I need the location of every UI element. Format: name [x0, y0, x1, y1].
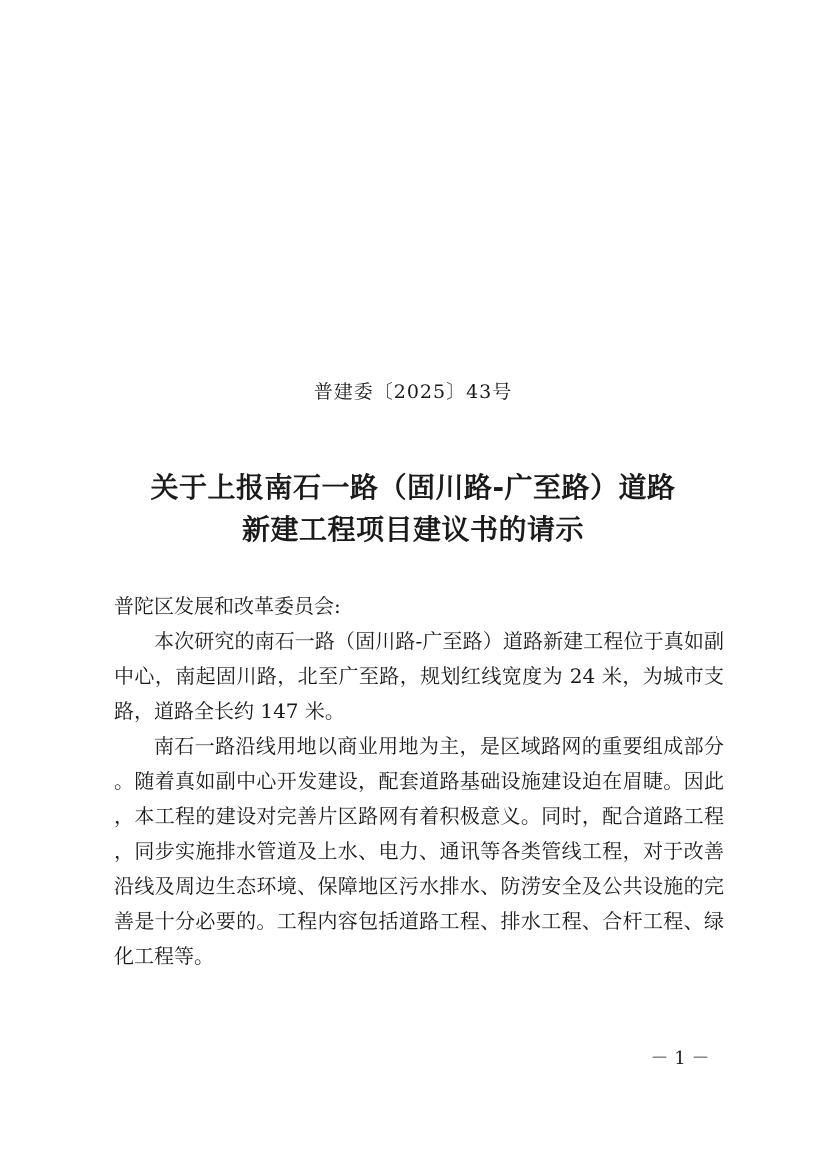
- title-line-2: 新建工程项目建议书的请示: [241, 513, 584, 546]
- paragraph-1: 本次研究的南石一路（固川路-广至路）道路新建工程位于真如副中心，南起固川路，北至广至路，规划红线宽度为 24 米，为城市支路，道路全长约 147 米。: [114, 629, 724, 723]
- salutation: 普陀区发展和改革委员会:: [114, 594, 341, 618]
- title-line-1: 关于上报南石一路（固川路-广至路）道路: [150, 471, 676, 504]
- document-title: [0, 467, 826, 551]
- document-number: 普建委〔2025〕43号: [313, 381, 513, 403]
- paragraph-2: 南石一路沿线用地以商业用地为主，是区域路网的重要组成部分。随着真如副中心开发建设，配套道路基础设施建设迫在眉睫。因此，本工程的建设对完善片区路网有着积极意义。同时，配合道路工程，同步实施排水管道及上水、电力、通讯等各类管线工程，对于改善沿线及周边生态环境、保障地区污水排水、防涝安全及公共设施的完善是十分必要的。工程内容包括道路工程、排水工程、合杆工程、绿化工程等。: [114, 734, 724, 968]
- document-body: [114, 589, 724, 974]
- page-number: － 1 －: [650, 1048, 710, 1069]
